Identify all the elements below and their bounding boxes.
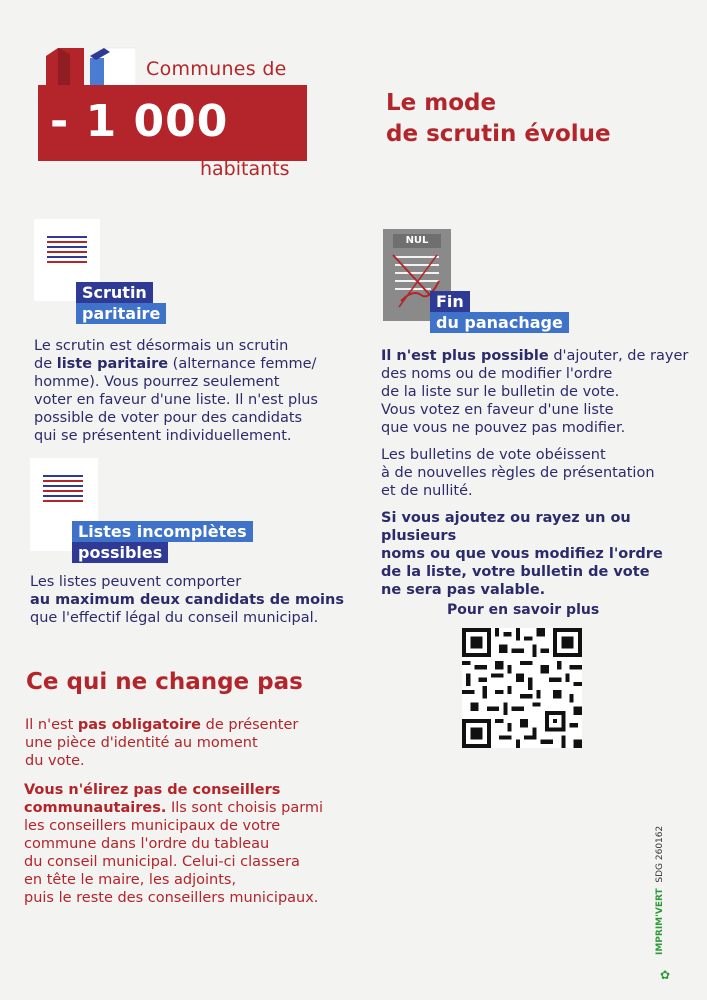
text-line: Vous votez en faveur d'une liste <box>381 402 614 418</box>
communes-de-label: Communes de <box>146 58 287 80</box>
text-line: que l'effectif légal du conseil municipal. <box>30 610 319 626</box>
text-line: que vous ne pouvez pas modifier. <box>381 420 626 436</box>
text-line: qui se présentent individuellement. <box>34 428 292 444</box>
text-line: communautaires. Ils sont choisis parmi <box>24 800 324 816</box>
listes-incompletes-tag <box>72 521 253 563</box>
identity-text <box>25 716 345 770</box>
text-line: noms ou que vous modifiez l'ordre <box>381 546 663 562</box>
text-line: au maximum deux candidats de moins <box>30 592 344 608</box>
text-line: Il n'est plus possible d'ajouter, de rayer <box>381 348 689 364</box>
text-line: une pièce d'identité au moment <box>25 735 258 751</box>
text-line: Les listes peuvent comporter <box>30 574 242 590</box>
section-title: Ce qui ne change pas <box>26 669 303 695</box>
text-line: ne sera pas valable. <box>381 582 546 598</box>
text-line: Les bulletins de vote obéissent <box>381 447 606 463</box>
tag-line-2: du panachage <box>430 312 569 333</box>
tag-line-2: possibles <box>72 542 168 563</box>
title-line-1: Le mode <box>386 90 497 116</box>
tag-line-1: Fin <box>430 291 470 312</box>
scrutin-paritaire-text <box>34 337 334 445</box>
tag-line-2: paritaire <box>76 303 166 324</box>
page-title <box>386 88 611 150</box>
tag-line-1: Listes incomplètes <box>72 521 253 542</box>
text-line: homme). Vous pourrez seulement <box>34 374 280 390</box>
listes-incompletes-text <box>30 573 350 627</box>
habitants-label: habitants <box>200 158 290 180</box>
text-line: de la liste, votre bulletin de vote <box>381 564 650 580</box>
text-line: les conseillers municipaux de votre <box>24 818 281 834</box>
leaf-icon: ✿ <box>660 968 671 982</box>
text-line: puis le reste des conseillers municipaux. <box>24 890 319 906</box>
text-line: Si vous ajoutez ou rayez un ou plusieurs <box>381 510 631 544</box>
printer-mark: IMPRIM'VERT SDG 260162 <box>655 825 665 955</box>
text-line: en tête le maire, les adjoints, <box>24 872 237 888</box>
text-line: du conseil municipal. Celui-ci classera <box>24 854 300 870</box>
title-line-2: de scrutin évolue <box>386 121 611 147</box>
fin-panachage-text <box>381 347 691 599</box>
text-line: de liste paritaire (alternance femme/ <box>34 356 317 372</box>
qr-code[interactable] <box>462 628 582 748</box>
text-line: des noms ou de modifier l'ordre <box>381 366 613 382</box>
nul-label: NUL <box>393 234 441 248</box>
population-number: - 1 000 <box>50 96 229 147</box>
fin-panachage-tag <box>430 291 569 333</box>
tag-line-1: Scrutin <box>76 282 153 303</box>
text-line: du vote. <box>25 753 85 769</box>
text-line: voter en faveur d'une liste. Il n'est plus <box>34 392 318 408</box>
text-line: Vous n'élirez pas de conseillers <box>24 782 281 798</box>
text-line: à de nouvelles règles de présentation <box>381 465 655 481</box>
text-line: et de nullité. <box>381 483 473 499</box>
scrutin-paritaire-tag <box>76 282 166 324</box>
text-line: possible de voter pour des candidats <box>34 410 303 426</box>
text-line: de la liste sur le bulletin de vote. <box>381 384 620 400</box>
text-line: Il n'est pas obligatoire de présenter <box>25 717 299 733</box>
text-line: Le scrutin est désormais un scrutin <box>34 338 289 354</box>
learn-more-label: Pour en savoir plus <box>447 602 600 618</box>
text-line: commune dans l'ordre du tableau <box>24 836 270 852</box>
conseillers-text <box>24 781 344 907</box>
